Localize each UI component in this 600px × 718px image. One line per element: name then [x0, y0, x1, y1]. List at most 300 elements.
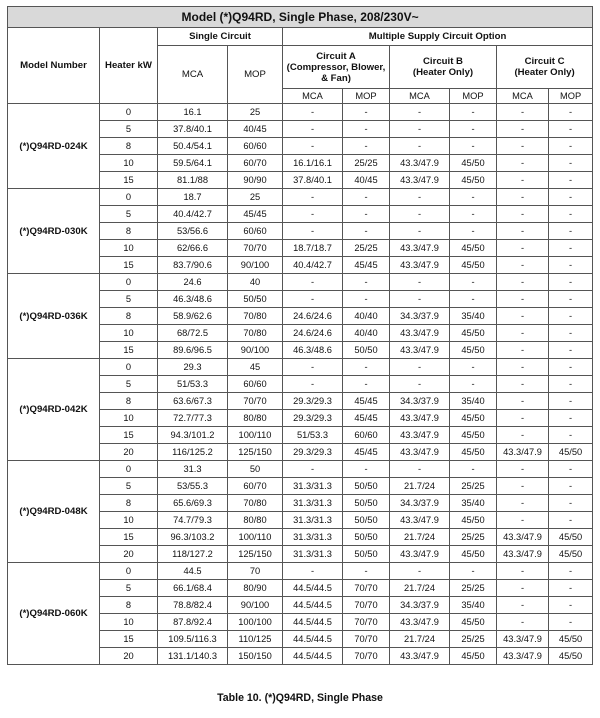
table-cell: 53/56.6: [158, 223, 228, 240]
table-cell: 43.3/47.9: [390, 155, 450, 172]
table-cell: 8: [100, 138, 158, 155]
table-cell: -: [390, 376, 450, 393]
table-cell: -: [497, 410, 549, 427]
table-cell: 43.3/47.9: [390, 614, 450, 631]
table-cell: 5: [100, 206, 158, 223]
table-cell: 31.3/31.3: [283, 478, 343, 495]
header-single-mop: MOP: [228, 46, 283, 104]
table-cell: -: [497, 257, 549, 274]
table-cell: -: [497, 342, 549, 359]
model-number-cell: (*)Q94RD-042K: [8, 359, 100, 461]
table-cell: 29.3: [158, 359, 228, 376]
table-cell: 45/50: [450, 614, 497, 631]
table-cell: -: [343, 189, 390, 206]
table-cell: 72.7/77.3: [158, 410, 228, 427]
table-cell: 40/40: [343, 325, 390, 342]
table-cell: 100/110: [228, 529, 283, 546]
table-cell: -: [390, 206, 450, 223]
table-cell: 44.5/44.5: [283, 614, 343, 631]
table-cell: -: [497, 393, 549, 410]
table-row: [8, 189, 593, 206]
table-cell: 35/40: [450, 393, 497, 410]
table-cell: -: [390, 223, 450, 240]
table-cell: 40/40: [343, 308, 390, 325]
table-header: [8, 7, 593, 104]
table-cell: -: [549, 376, 593, 393]
table-cell: 45/50: [450, 257, 497, 274]
table-cell: 70/80: [228, 495, 283, 512]
header-circuit-c-mca: MCA: [497, 89, 549, 104]
table-cell: -: [450, 563, 497, 580]
table-cell: -: [450, 104, 497, 121]
table-cell: 90/100: [228, 597, 283, 614]
table-cell: 60/70: [228, 478, 283, 495]
table-cell: 25/25: [343, 155, 390, 172]
table-cell: 34.3/37.9: [390, 597, 450, 614]
table-cell: 43.3/47.9: [390, 427, 450, 444]
table-cell: 43.3/47.9: [390, 342, 450, 359]
table-cell: 10: [100, 240, 158, 257]
table-cell: -: [343, 223, 390, 240]
table-cell: 0: [100, 359, 158, 376]
table-cell: 50/50: [228, 291, 283, 308]
table-cell: -: [283, 223, 343, 240]
table-cell: -: [283, 121, 343, 138]
table-cell: 46.3/48.6: [158, 291, 228, 308]
table-cell: 45/50: [549, 631, 593, 648]
table-cell: 16.1/16.1: [283, 155, 343, 172]
table-cell: 20: [100, 648, 158, 665]
table-cell: -: [450, 206, 497, 223]
table-cell: -: [283, 461, 343, 478]
table-cell: -: [497, 291, 549, 308]
table-cell: 5: [100, 376, 158, 393]
table-cell: 43.3/47.9: [390, 240, 450, 257]
table-cell: 60/60: [228, 138, 283, 155]
table-cell: 43.3/47.9: [497, 648, 549, 665]
table-cell: 20: [100, 546, 158, 563]
circuit-a-label: Circuit A: [316, 50, 356, 62]
table-cell: 8: [100, 495, 158, 512]
table-cell: 70/80: [228, 325, 283, 342]
table-cell: 43.3/47.9: [390, 512, 450, 529]
circuit-b-label: Circuit B: [423, 56, 463, 67]
table-cell: 0: [100, 189, 158, 206]
table-cell: -: [497, 189, 549, 206]
table-cell: 43.3/47.9: [497, 444, 549, 461]
table-cell: 70/70: [343, 631, 390, 648]
table-cell: 131.1/140.3: [158, 648, 228, 665]
table-cell: 20: [100, 444, 158, 461]
table-cell: 10: [100, 155, 158, 172]
table-row: [8, 274, 593, 291]
table-cell: 45/50: [549, 529, 593, 546]
table-cell: 10: [100, 614, 158, 631]
table-cell: -: [549, 155, 593, 172]
table-cell: -: [549, 257, 593, 274]
table-cell: 60/60: [343, 427, 390, 444]
table-cell: 25/25: [450, 529, 497, 546]
table-cell: -: [549, 138, 593, 155]
table-cell: -: [549, 563, 593, 580]
table-cell: 118/127.2: [158, 546, 228, 563]
table-cell: 29.3/29.3: [283, 444, 343, 461]
table-cell: 125/150: [228, 444, 283, 461]
table-cell: 24.6/24.6: [283, 325, 343, 342]
table-cell: 29.3/29.3: [283, 410, 343, 427]
table-cell: 45/50: [450, 342, 497, 359]
table-cell: -: [390, 274, 450, 291]
table-cell: 50/50: [343, 495, 390, 512]
model-number-cell: (*)Q94RD-036K: [8, 274, 100, 359]
table-caption: Table 10. (*)Q94RD, Single Phase: [217, 692, 383, 704]
table-cell: 35/40: [450, 495, 497, 512]
table-cell: 80/80: [228, 512, 283, 529]
table-cell: 8: [100, 223, 158, 240]
table-cell: 58.9/62.6: [158, 308, 228, 325]
table-cell: 15: [100, 529, 158, 546]
table-cell: 70/70: [228, 240, 283, 257]
table-cell: 0: [100, 461, 158, 478]
table-cell: -: [497, 427, 549, 444]
table-cell: -: [497, 104, 549, 121]
table-cell: 25/25: [343, 240, 390, 257]
table-cell: 10: [100, 325, 158, 342]
table-cell: -: [497, 308, 549, 325]
header-circuit-b-mca: MCA: [390, 89, 450, 104]
table-cell: 45/50: [450, 325, 497, 342]
table-cell: -: [497, 478, 549, 495]
circuit-a-sublabel: (Compressor, Blower, & Fan): [286, 61, 386, 84]
table-cell: 43.3/47.9: [390, 325, 450, 342]
table-cell: 45/50: [450, 410, 497, 427]
table-cell: -: [497, 376, 549, 393]
table-body: [8, 104, 593, 665]
table-cell: 44.5/44.5: [283, 597, 343, 614]
table-cell: -: [549, 240, 593, 257]
spec-table-container: [7, 6, 592, 665]
model-number-cell: (*)Q94RD-048K: [8, 461, 100, 563]
table-cell: 43.3/47.9: [390, 172, 450, 189]
table-cell: 15: [100, 342, 158, 359]
model-number-cell: (*)Q94RD-030K: [8, 189, 100, 274]
table-cell: 60/70: [228, 155, 283, 172]
table-cell: 31.3/31.3: [283, 529, 343, 546]
table-cell: -: [283, 189, 343, 206]
table-cell: 70/80: [228, 308, 283, 325]
table-cell: 8: [100, 308, 158, 325]
table-cell: -: [549, 189, 593, 206]
table-cell: 45/50: [450, 444, 497, 461]
table-cell: -: [343, 206, 390, 223]
table-cell: 45/45: [343, 393, 390, 410]
table-cell: -: [549, 495, 593, 512]
table-cell: 8: [100, 393, 158, 410]
table-cell: -: [549, 461, 593, 478]
table-cell: 21.7/24: [390, 631, 450, 648]
table-cell: -: [343, 461, 390, 478]
table-cell: 21.7/24: [390, 529, 450, 546]
header-circuit-c: [497, 46, 593, 89]
table-cell: 116/125.2: [158, 444, 228, 461]
table-cell: -: [497, 580, 549, 597]
table-cell: 43.3/47.9: [390, 648, 450, 665]
table-cell: 31.3/31.3: [283, 512, 343, 529]
table-cell: 62/66.6: [158, 240, 228, 257]
table-cell: -: [549, 104, 593, 121]
table-cell: 43.3/47.9: [390, 546, 450, 563]
table-cell: 70/70: [343, 614, 390, 631]
header-circuit-a-mca: MCA: [283, 89, 343, 104]
table-cell: 37.8/40.1: [158, 121, 228, 138]
table-cell: 66.1/68.4: [158, 580, 228, 597]
circuit-c-sublabel: (Heater Only): [514, 67, 575, 78]
table-cell: 29.3/29.3: [283, 393, 343, 410]
table-cell: 5: [100, 121, 158, 138]
table-cell: 81.1/88: [158, 172, 228, 189]
table-cell: 100/100: [228, 614, 283, 631]
table-cell: 45: [228, 359, 283, 376]
table-cell: 45/50: [549, 648, 593, 665]
table-cell: 25/25: [450, 580, 497, 597]
table-cell: 109.5/116.3: [158, 631, 228, 648]
table-cell: -: [497, 614, 549, 631]
table-cell: 60/60: [228, 223, 283, 240]
table-cell: 43.3/47.9: [497, 631, 549, 648]
table-cell: 0: [100, 274, 158, 291]
table-cell: -: [390, 138, 450, 155]
header-circuit-a-mop: MOP: [343, 89, 390, 104]
table-cell: 53/55.3: [158, 478, 228, 495]
header-single-mca: MCA: [158, 46, 228, 104]
table-cell: 5: [100, 291, 158, 308]
table-cell: 45/45: [343, 410, 390, 427]
table-cell: 44.5/44.5: [283, 580, 343, 597]
table-cell: -: [497, 155, 549, 172]
table-cell: 150/150: [228, 648, 283, 665]
table-cell: 34.3/37.9: [390, 393, 450, 410]
table-cell: 45/50: [549, 546, 593, 563]
table-cell: 60/60: [228, 376, 283, 393]
table-cell: 0: [100, 104, 158, 121]
table-cell: -: [497, 206, 549, 223]
table-cell: -: [549, 291, 593, 308]
table-cell: 90/100: [228, 257, 283, 274]
table-cell: -: [390, 563, 450, 580]
table-cell: 15: [100, 631, 158, 648]
table-cell: 24.6/24.6: [283, 308, 343, 325]
table-cell: 50.4/54.1: [158, 138, 228, 155]
table-cell: -: [283, 376, 343, 393]
table-cell: 40.4/42.7: [158, 206, 228, 223]
table-cell: 87.8/92.4: [158, 614, 228, 631]
table-cell: 8: [100, 597, 158, 614]
table-cell: -: [497, 359, 549, 376]
table-cell: -: [549, 393, 593, 410]
table-cell: -: [343, 359, 390, 376]
table-cell: -: [549, 597, 593, 614]
table-cell: 25/25: [450, 478, 497, 495]
table-cell: 0: [100, 563, 158, 580]
header-circuit-c-mop: MOP: [549, 89, 593, 104]
table-cell: 89.6/96.5: [158, 342, 228, 359]
table-cell: 94.3/101.2: [158, 427, 228, 444]
table-cell: 74.7/79.3: [158, 512, 228, 529]
table-cell: 80/80: [228, 410, 283, 427]
table-cell: -: [283, 291, 343, 308]
table-cell: 50/50: [343, 546, 390, 563]
header-circuit-b-mop: MOP: [450, 89, 497, 104]
table-cell: 15: [100, 172, 158, 189]
table-cell: 45/50: [450, 427, 497, 444]
header-single-circuit: Single Circuit: [158, 28, 283, 46]
header-circuit-b: [390, 46, 497, 89]
table-cell: -: [390, 359, 450, 376]
table-cell: -: [390, 291, 450, 308]
table-cell: -: [497, 121, 549, 138]
circuit-b-sublabel: (Heater Only): [412, 67, 474, 78]
table-cell: 125/150: [228, 546, 283, 563]
table-cell: -: [390, 461, 450, 478]
table-cell: 45/50: [450, 172, 497, 189]
table-cell: -: [450, 461, 497, 478]
header-heater-kw: Heater kW: [100, 28, 158, 104]
table-cell: 25: [228, 104, 283, 121]
table-cell: -: [343, 104, 390, 121]
table-cell: 44.5: [158, 563, 228, 580]
table-cell: 50/50: [343, 478, 390, 495]
table-cell: -: [497, 461, 549, 478]
table-cell: -: [283, 563, 343, 580]
model-number-cell: (*)Q94RD-060K: [8, 563, 100, 665]
table-cell: -: [497, 172, 549, 189]
table-cell: -: [549, 478, 593, 495]
table-row: [8, 461, 593, 478]
table-cell: 37.8/40.1: [283, 172, 343, 189]
table-cell: -: [549, 223, 593, 240]
table-cell: 10: [100, 410, 158, 427]
table-cell: 5: [100, 580, 158, 597]
table-cell: -: [343, 376, 390, 393]
table-cell: 45/45: [343, 257, 390, 274]
table-cell: -: [450, 189, 497, 206]
table-cell: 100/110: [228, 427, 283, 444]
table-cell: 50: [228, 461, 283, 478]
table-cell: 70: [228, 563, 283, 580]
table-cell: -: [283, 359, 343, 376]
table-cell: -: [497, 240, 549, 257]
table-cell: -: [343, 274, 390, 291]
table-cell: 46.3/48.6: [283, 342, 343, 359]
table-cell: 10: [100, 512, 158, 529]
table-cell: 31.3/31.3: [283, 546, 343, 563]
table-cell: 90/100: [228, 342, 283, 359]
table-cell: -: [549, 614, 593, 631]
table-cell: -: [497, 512, 549, 529]
table-cell: 25/25: [450, 631, 497, 648]
table-cell: 70/70: [228, 393, 283, 410]
table-cell: -: [450, 138, 497, 155]
table-cell: -: [343, 138, 390, 155]
table-cell: -: [549, 512, 593, 529]
table-row: [8, 563, 593, 580]
model-number-cell: (*)Q94RD-024K: [8, 104, 100, 189]
table-cell: -: [549, 342, 593, 359]
table-cell: -: [450, 359, 497, 376]
table-cell: 5: [100, 478, 158, 495]
table-cell: 15: [100, 257, 158, 274]
table-cell: -: [390, 121, 450, 138]
table-cell: 40/45: [228, 121, 283, 138]
table-cell: 25: [228, 189, 283, 206]
table-title: Model (*)Q94RD, Single Phase, 208/230V~: [8, 7, 593, 28]
table-cell: 43.3/47.9: [390, 257, 450, 274]
table-cell: -: [497, 274, 549, 291]
table-cell: -: [497, 495, 549, 512]
table-cell: 50/50: [343, 529, 390, 546]
table-cell: -: [283, 274, 343, 291]
table-cell: 45/45: [228, 206, 283, 223]
table-cell: 34.3/37.9: [390, 495, 450, 512]
table-cell: -: [343, 291, 390, 308]
table-cell: 68/72.5: [158, 325, 228, 342]
table-cell: 43.3/47.9: [497, 529, 549, 546]
table-cell: 45/50: [450, 155, 497, 172]
header-multiple-supply: Multiple Supply Circuit Option: [283, 28, 593, 46]
table-cell: -: [549, 308, 593, 325]
table-cell: 31.3/31.3: [283, 495, 343, 512]
table-cell: -: [450, 274, 497, 291]
table-cell: -: [549, 359, 593, 376]
table-cell: 83.7/90.6: [158, 257, 228, 274]
table-cell: 24.6: [158, 274, 228, 291]
table-cell: 31.3: [158, 461, 228, 478]
header-circuit-a: [283, 46, 390, 89]
table-cell: 59.5/64.1: [158, 155, 228, 172]
table-cell: 45/45: [343, 444, 390, 461]
table-cell: 50/50: [343, 512, 390, 529]
table-cell: 35/40: [450, 308, 497, 325]
table-cell: 43.3/47.9: [390, 410, 450, 427]
table-cell: 44.5/44.5: [283, 648, 343, 665]
table-row: [8, 359, 593, 376]
table-cell: -: [497, 563, 549, 580]
table-cell: -: [549, 325, 593, 342]
table-cell: -: [549, 427, 593, 444]
table-cell: 80/90: [228, 580, 283, 597]
table-cell: 18.7: [158, 189, 228, 206]
circuit-c-label: Circuit C: [524, 56, 565, 67]
table-cell: -: [343, 563, 390, 580]
table-cell: -: [549, 580, 593, 597]
table-cell: 40.4/42.7: [283, 257, 343, 274]
table-cell: 40/45: [343, 172, 390, 189]
table-cell: 15: [100, 427, 158, 444]
table-cell: -: [283, 138, 343, 155]
table-cell: -: [450, 376, 497, 393]
table-cell: 18.7/18.7: [283, 240, 343, 257]
table-cell: -: [549, 206, 593, 223]
table-cell: 45/50: [450, 512, 497, 529]
table-cell: -: [497, 223, 549, 240]
table-cell: -: [283, 206, 343, 223]
table-cell: 110/125: [228, 631, 283, 648]
table-cell: 43.3/47.9: [390, 444, 450, 461]
table-cell: 34.3/37.9: [390, 308, 450, 325]
table-cell: 40: [228, 274, 283, 291]
table-cell: 35/40: [450, 597, 497, 614]
table-cell: -: [497, 138, 549, 155]
